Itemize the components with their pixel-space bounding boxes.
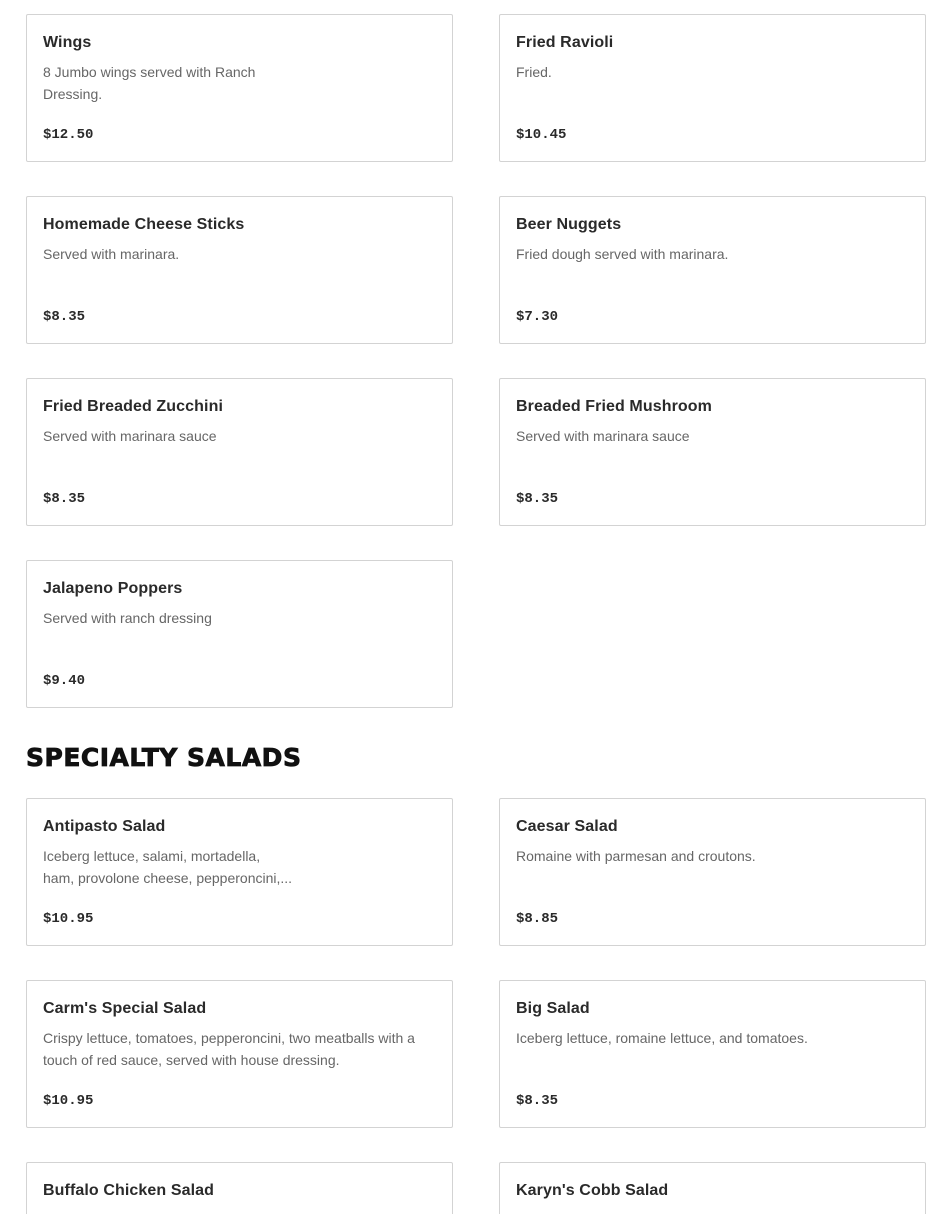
menu-item-description: Served with marinara.: [43, 246, 180, 262]
menu-item-card[interactable]: [26, 980, 453, 1128]
menu-item-price: $8.35: [43, 309, 86, 325]
menu-item-price: $8.35: [516, 491, 559, 507]
menu-item-card[interactable]: [26, 1162, 453, 1214]
menu-item-card[interactable]: [26, 560, 453, 708]
menu-item-price: $8.35: [516, 1093, 559, 1109]
menu-item-price: $9.40: [43, 673, 86, 689]
menu-item-description: Romaine with parmesan and croutons.: [516, 848, 756, 864]
menu-item-description: Iceberg lettuce, romaine lettuce, and tomatoes.: [516, 1030, 808, 1046]
menu-item-description: Crispy lettuce, tomatoes, pepperoncini, two meatballs with a touch of red sauce, served with house dressing.: [43, 1030, 415, 1068]
menu-item-description: Fried dough served with marinara.: [516, 246, 729, 262]
menu-item-name: Karyn's Cobb Salad: [516, 1182, 669, 1199]
menu-item-description: Fried.: [516, 64, 552, 80]
menu-item-name: Carm's Special Salad: [43, 1000, 207, 1017]
menu-item-card[interactable]: [499, 980, 926, 1128]
menu-item-description: Iceberg lettuce, salami, mortadella, ham, provolone cheese, pepperoncini,...: [43, 848, 293, 886]
menu-item-name: Jalapeno Poppers: [43, 580, 183, 597]
menu-item-card[interactable]: [499, 798, 926, 946]
menu-item-card[interactable]: [499, 14, 926, 162]
menu-item-price: $10.45: [516, 127, 567, 143]
menu-item-price: $7.30: [516, 309, 559, 325]
menu-item-name: Antipasto Salad: [43, 818, 166, 835]
menu-item-card[interactable]: [499, 1162, 926, 1214]
menu-item-name: Caesar Salad: [516, 818, 618, 835]
menu-item-name: Beer Nuggets: [516, 216, 622, 233]
menu-item-card[interactable]: [26, 196, 453, 344]
menu-item-description: Served with ranch dressing: [43, 610, 212, 626]
menu-item-description: Served with marinara sauce: [43, 428, 217, 444]
menu-item-card[interactable]: [499, 378, 926, 526]
menu-item-name: Homemade Cheese Sticks: [43, 216, 245, 233]
menu-item-name: Buffalo Chicken Salad: [43, 1182, 215, 1199]
menu-item-price: $10.95: [43, 1093, 94, 1109]
menu-item-price: $10.95: [43, 911, 94, 927]
menu-item-description: 8 Jumbo wings served with Ranch Dressing.: [43, 64, 256, 102]
menu-item-price: $8.85: [516, 911, 559, 927]
section-heading: SPECIALTY SALADS: [26, 743, 302, 772]
menu-item-description: Served with marinara sauce: [516, 428, 690, 444]
menu-item-card[interactable]: [499, 196, 926, 344]
menu-item-card[interactable]: [26, 378, 453, 526]
menu-item-card[interactable]: [26, 798, 453, 946]
menu-item-name: Breaded Fried Mushroom: [516, 398, 713, 415]
menu-item-name: Fried Ravioli: [516, 34, 614, 51]
menu-item-price: $12.50: [43, 127, 94, 143]
menu-item-card[interactable]: [26, 14, 453, 162]
menu-item-price: $8.35: [43, 491, 86, 507]
menu-item-name: Wings: [43, 34, 92, 51]
menu-item-name: Fried Breaded Zucchini: [43, 398, 224, 415]
menu-item-name: Big Salad: [516, 1000, 590, 1017]
